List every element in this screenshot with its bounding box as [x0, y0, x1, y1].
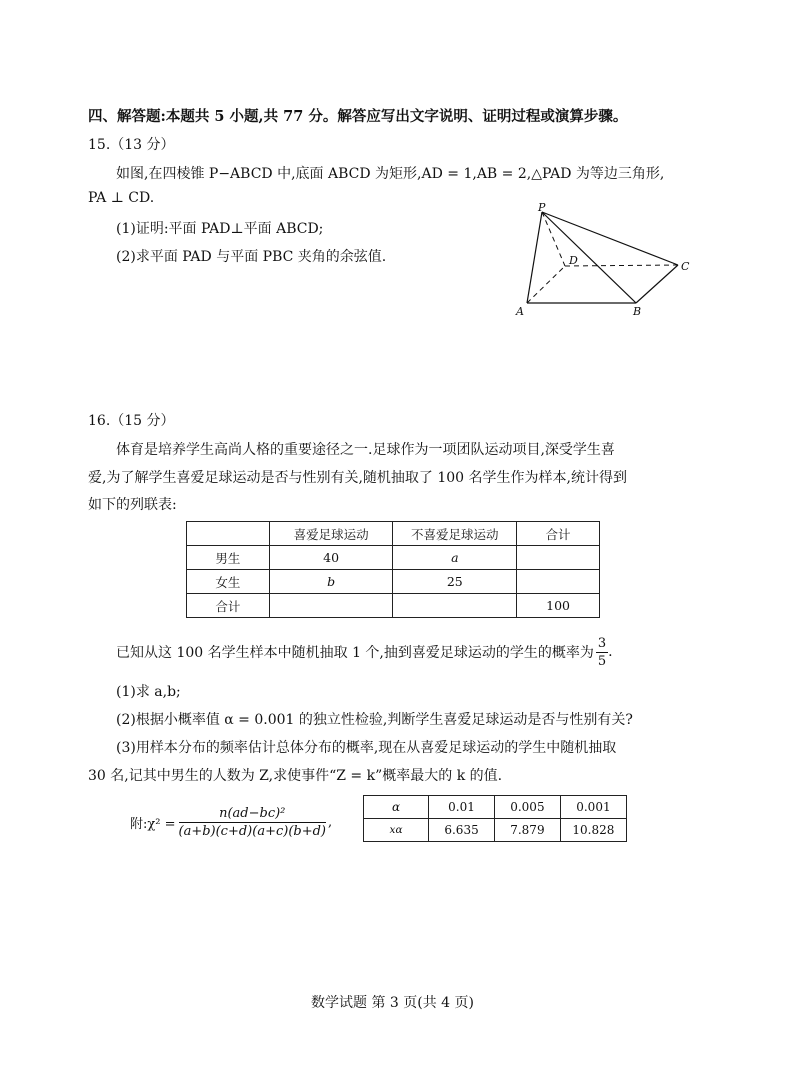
table-cell: a [393, 546, 517, 570]
q16-part2: (2)根据小概率值 α = 0.001 的独立性检验,判断学生喜爱足球运动是否与性别有关? [116, 712, 633, 728]
table-row [364, 796, 627, 819]
edge-pa [527, 212, 542, 303]
probability-end: . [608, 644, 613, 660]
label-c: C [681, 260, 690, 273]
table-cell: 40 [269, 546, 393, 570]
table-cell: 10.828 [560, 819, 626, 842]
probability-fraction [596, 636, 608, 669]
formula-fraction [179, 806, 327, 839]
chi-square-formula [130, 800, 332, 844]
q16-probability-line [116, 635, 613, 669]
table-cell [517, 546, 600, 570]
table-cell: 女生 [187, 570, 270, 594]
label-b: B [633, 305, 642, 318]
label-a: A [516, 305, 524, 318]
table-cell: 0.001 [560, 796, 626, 819]
table-row [187, 594, 600, 618]
table-cell [517, 570, 600, 594]
page-footer: 数学试题 第 3 页(共 4 页) [311, 995, 474, 1011]
table-header-cell: 不喜爱足球运动 [393, 522, 517, 546]
q15-stem-line2: PA ⊥ CD. [88, 190, 155, 206]
table-cell: 0.005 [494, 796, 560, 819]
q15-part2: (2)求平面 PAD 与平面 PBC 夹角的余弦值. [116, 249, 387, 265]
q16-part3-line2: 30 名,记其中男生的人数为 Z,求使事件“Z = k”概率最大的 k 的值. [88, 768, 503, 784]
q16-part3-line1: (3)用样本分布的频率估计总体分布的概率,现在从喜爱足球运动的学生中随机抽取 [116, 740, 617, 756]
table-header-row [187, 522, 600, 546]
q15-header: 15.（13 分） [88, 137, 175, 153]
table-cell: xα [364, 819, 429, 842]
fraction-denominator: 5 [597, 653, 607, 669]
q15-stem-line1: 如图,在四棱锥 P−ABCD 中,底面 ABCD 为矩形,AD = 1,AB = 2,△PAD 为等边三角形, [116, 166, 665, 182]
fraction-numerator: 3 [597, 635, 607, 651]
table-cell: 0.01 [429, 796, 495, 819]
q16-para-line3: 如下的列联表: [88, 497, 177, 513]
table-cell: α [364, 796, 429, 819]
table-cell: 男生 [187, 546, 270, 570]
q16-para-line2: 爱,为了解学生喜爱足球运动是否与性别有关,随机抽取了 100 名学生作为样本,统计得到 [88, 470, 627, 486]
probability-text: 已知从这 100 名学生样本中随机抽取 1 个,抽到喜爱足球运动的学生的概率为 [116, 645, 594, 661]
edge-pb [542, 212, 636, 303]
edge-bc [636, 265, 678, 303]
table-row [187, 570, 600, 594]
table-header-cell: 喜爱足球运动 [269, 522, 393, 546]
edge-dc-hidden [565, 265, 678, 266]
table-cell: 6.635 [429, 819, 495, 842]
formula-numerator: n(ad−bc)² [219, 805, 286, 821]
q15-part1: (1)证明:平面 PAD⊥平面 ABCD; [116, 221, 324, 237]
q16-part1: (1)求 a,b; [116, 684, 181, 700]
pyramid-figure [505, 200, 705, 325]
table-cell: b [269, 570, 393, 594]
table-cell: 合计 [187, 594, 270, 618]
label-d: D [569, 254, 578, 267]
table-header-cell: 合计 [517, 522, 600, 546]
table-cell: 7.879 [494, 819, 560, 842]
label-p: P [538, 201, 546, 214]
formula-prefix: 附:χ² = [130, 816, 176, 832]
edge-pc [542, 212, 678, 265]
table-row [187, 546, 600, 570]
q16-para-line1: 体育是培养学生高尚人格的重要途径之一.足球作为一项团队运动项目,深受学生喜 [116, 442, 615, 458]
formula-suffix: , [328, 814, 333, 830]
table-cell: 100 [517, 594, 600, 618]
formula-denominator: (a+b)(c+d)(a+c)(b+d) [178, 823, 326, 839]
table-header-cell [187, 522, 270, 546]
table-cell [269, 594, 393, 618]
section-heading: 四、解答题:本题共 5 小题,共 77 分。解答应写出文字说明、证明过程或演算步骤。 [88, 108, 628, 125]
critical-value-table [363, 795, 627, 842]
table-cell [393, 594, 517, 618]
table-cell: 25 [393, 570, 517, 594]
contingency-table [186, 521, 600, 618]
q16-header: 16.（15 分） [88, 413, 175, 429]
table-row [364, 819, 627, 842]
